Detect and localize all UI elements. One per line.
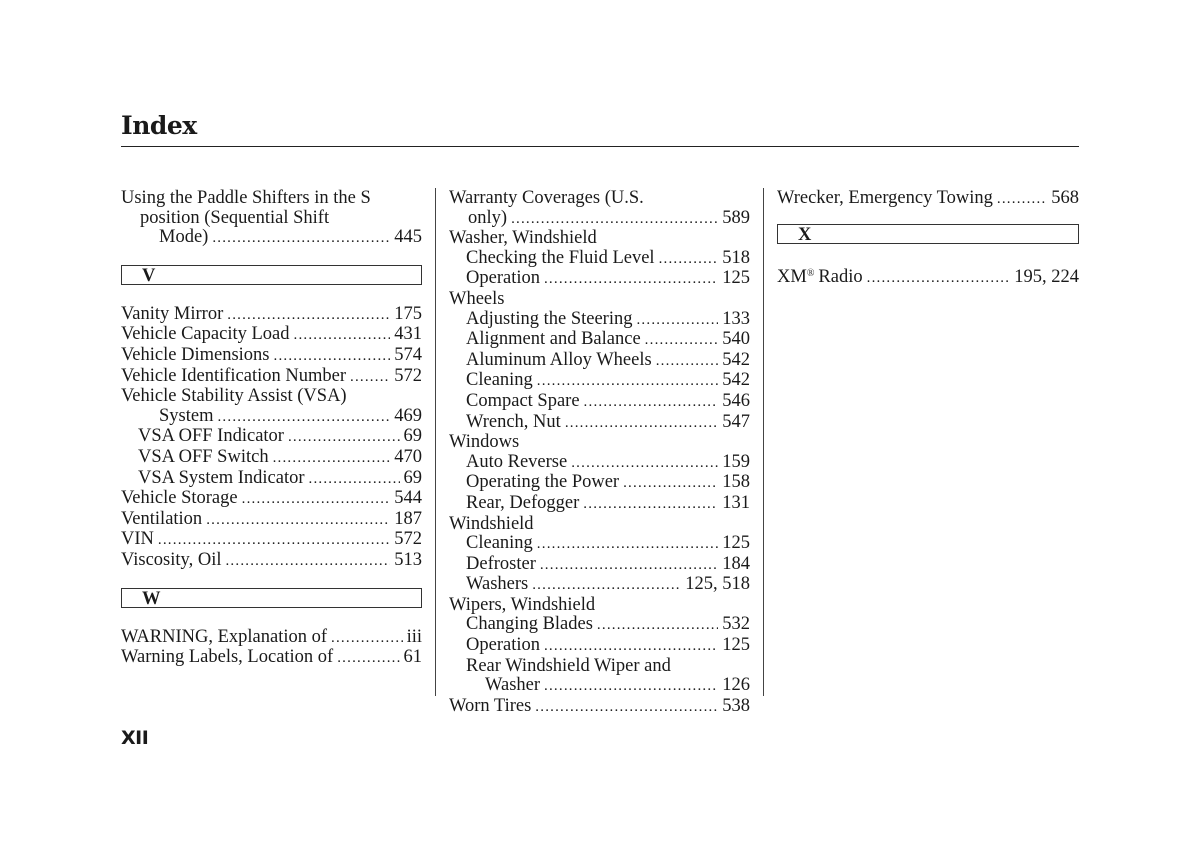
- index-subentry[interactable]: [449, 615, 750, 636]
- index-heading: Warranty Coverages (U.S.: [449, 188, 644, 208]
- entry-label: Compact Spare: [466, 390, 580, 411]
- entry-page: 518: [722, 247, 750, 268]
- index-heading: Windshield: [449, 513, 534, 534]
- entry-label: Operation: [466, 268, 540, 289]
- entry-page: 126: [722, 675, 750, 696]
- entry-label: Vanity Mirror: [121, 303, 224, 324]
- dot-leader: [288, 428, 400, 448]
- dot-leader: [337, 649, 399, 669]
- dot-leader: [309, 470, 400, 490]
- entry-label: Checking the Fluid Level: [466, 247, 655, 268]
- entry-page: 431: [394, 324, 422, 345]
- entry-page: 158: [722, 472, 750, 493]
- index-subentry[interactable]: [449, 371, 750, 392]
- entry-label: VSA System Indicator: [138, 467, 305, 488]
- index-entry[interactable]: [449, 209, 750, 230]
- dot-leader: [158, 531, 390, 551]
- dot-leader: [565, 414, 718, 434]
- entry-label: Vehicle Dimensions: [121, 344, 270, 365]
- index-entry[interactable]: [121, 325, 422, 346]
- dot-leader: [544, 270, 718, 290]
- entry-page: 175: [394, 303, 422, 324]
- entry-page: 470: [394, 446, 422, 467]
- entry-page: 546: [722, 390, 750, 411]
- index-entry[interactable]: [121, 228, 422, 249]
- entry-label: Auto Reverse: [466, 451, 568, 472]
- entry-label: Washer: [485, 675, 541, 696]
- dot-leader: [242, 490, 391, 510]
- entry-label: System: [159, 405, 214, 426]
- index-subentry[interactable]: [449, 575, 750, 596]
- entry-page: 187: [394, 508, 422, 529]
- index-entry[interactable]: [777, 189, 1079, 210]
- entry-page: 513: [394, 549, 422, 570]
- dot-leader: [273, 449, 391, 469]
- section-letter-w: W: [121, 588, 422, 608]
- index-heading: Wipers, Windshield: [449, 594, 596, 615]
- title-rule: [121, 146, 1079, 147]
- dot-leader: [571, 454, 718, 474]
- entry-page: 159: [722, 451, 750, 472]
- entry-page: 538: [722, 695, 750, 716]
- entry-label: Adjusting the Steering: [466, 308, 633, 329]
- index-subentry[interactable]: [449, 310, 750, 331]
- index-subentry[interactable]: [449, 453, 750, 474]
- index-subentry[interactable]: [449, 249, 750, 270]
- index-subentry[interactable]: [449, 330, 750, 351]
- index-subentry[interactable]: [121, 448, 422, 469]
- entry-page: 544: [394, 488, 422, 509]
- index-heading: Wheels: [449, 288, 505, 309]
- entry-page: 195, 224: [1014, 266, 1079, 287]
- entry-label: Alignment and Balance: [466, 329, 641, 350]
- entry-page: 61: [403, 647, 422, 668]
- entry-label: Vehicle Identification Number: [121, 365, 346, 386]
- index-entry[interactable]: [777, 264, 1079, 289]
- entry-label: Warning Labels, Location of: [121, 647, 334, 668]
- entry-page: 547: [722, 411, 750, 432]
- index-entry[interactable]: [121, 510, 422, 531]
- index-entry[interactable]: [449, 697, 750, 718]
- entry-page: 69: [403, 467, 422, 488]
- entry-page: 568: [1051, 188, 1079, 208]
- dot-leader: [544, 677, 718, 697]
- dot-leader: [997, 190, 1047, 210]
- entry-label: Vehicle Capacity Load: [121, 324, 290, 345]
- index-entry[interactable]: [121, 551, 422, 572]
- entry-page: 69: [403, 426, 422, 447]
- index-entry[interactable]: [121, 628, 422, 649]
- dot-leader: [532, 576, 681, 596]
- section-letter-x: X: [777, 224, 1079, 244]
- dot-leader: [537, 372, 718, 392]
- dot-leader: [511, 210, 718, 230]
- index-subentry[interactable]: [449, 392, 750, 413]
- xm-label: XM: [777, 266, 807, 287]
- index-heading: Washer, Windshield: [449, 228, 597, 249]
- entry-page: 572: [394, 529, 422, 550]
- dot-leader: [294, 326, 391, 346]
- index-heading-continued: position (Sequential Shift: [140, 207, 330, 228]
- page-title: Index: [121, 111, 197, 140]
- entry-page: iii: [406, 626, 422, 647]
- entry-label: Viscosity, Oil: [121, 549, 222, 570]
- dot-leader: [645, 331, 719, 351]
- index-entry[interactable]: [121, 407, 422, 428]
- entry-label: [777, 264, 863, 288]
- index-subentry[interactable]: [449, 269, 750, 290]
- index-entry[interactable]: [121, 648, 422, 669]
- entry-label: only): [468, 207, 508, 228]
- entry-page: 125: [722, 635, 750, 656]
- entry-page: 125, 518: [685, 574, 750, 595]
- index-column-2: [449, 189, 750, 717]
- entry-label: VSA OFF Switch: [138, 446, 269, 467]
- xm-radio-word: Radio: [818, 266, 863, 287]
- index-entry[interactable]: [121, 346, 422, 367]
- index-column-3: [777, 189, 1079, 288]
- entry-label: Operating the Power: [466, 472, 620, 493]
- entry-page: 125: [722, 268, 750, 289]
- index-subentry[interactable]: [121, 427, 422, 448]
- index-column-1: [121, 189, 422, 669]
- index-entry[interactable]: [121, 367, 422, 388]
- dot-leader: [659, 250, 719, 270]
- entry-label: Mode): [159, 227, 209, 248]
- dot-leader: [217, 408, 390, 428]
- index-subentry[interactable]: [449, 676, 750, 697]
- page-number-label: XII: [121, 727, 149, 749]
- registered-mark: ®: [806, 267, 815, 279]
- entry-page: 131: [722, 492, 750, 513]
- dot-leader: [331, 629, 403, 649]
- entry-label: Worn Tires: [449, 695, 532, 716]
- index-subentry[interactable]: [449, 351, 750, 372]
- entry-page: 532: [722, 614, 750, 635]
- entry-page: 133: [722, 308, 750, 329]
- dot-leader: [656, 352, 719, 372]
- index-subentry[interactable]: [449, 534, 750, 555]
- index-subentry[interactable]: [449, 555, 750, 576]
- entry-label: Aluminum Alloy Wheels: [466, 349, 652, 370]
- entry-page: 542: [722, 370, 750, 391]
- dot-leader: [225, 552, 390, 572]
- entry-label: VSA OFF Indicator: [138, 426, 284, 447]
- entry-label: Operation: [466, 635, 540, 656]
- entry-label: Rear, Defogger: [466, 492, 580, 513]
- entry-label: Wrecker, Emergency Towing: [777, 188, 993, 208]
- dot-leader: [623, 474, 718, 494]
- dot-leader: [206, 511, 390, 531]
- index-heading: Vehicle Stability Assist (VSA): [121, 386, 347, 407]
- column-divider-2: [763, 188, 764, 696]
- dot-leader: [583, 495, 718, 515]
- entry-label: Cleaning: [466, 370, 533, 391]
- dot-leader: [535, 698, 718, 718]
- index-subentry[interactable]: [449, 494, 750, 515]
- section-letter-v: V: [121, 265, 422, 285]
- entry-label: Washers: [466, 574, 529, 595]
- entry-label: VIN: [121, 529, 154, 550]
- entry-page: 184: [722, 553, 750, 574]
- entry-label: Cleaning: [466, 533, 533, 554]
- entry-label: Defroster: [466, 553, 536, 574]
- entry-label: WARNING, Explanation of: [121, 626, 328, 647]
- index-heading: Windows: [449, 432, 520, 453]
- dot-leader: [350, 368, 390, 388]
- index-subentry[interactable]: [449, 636, 750, 657]
- entry-page: 572: [394, 365, 422, 386]
- dot-leader: [867, 269, 1011, 289]
- entry-page: 445: [394, 227, 422, 248]
- entry-page: 542: [722, 349, 750, 370]
- entry-label: Changing Blades: [466, 614, 593, 635]
- entry-page: 540: [722, 329, 750, 350]
- entry-page: 125: [722, 533, 750, 554]
- entry-page: 469: [394, 405, 422, 426]
- dot-leader: [274, 347, 391, 367]
- dot-leader: [227, 306, 390, 326]
- index-entry[interactable]: [121, 489, 422, 510]
- index-entry[interactable]: [121, 305, 422, 326]
- index-subentry[interactable]: [449, 413, 750, 434]
- dot-leader: [537, 535, 718, 555]
- dot-leader: [540, 556, 718, 576]
- index-subheading: Rear Windshield Wiper and: [466, 655, 671, 676]
- entry-page: 589: [722, 207, 750, 228]
- entry-label: Vehicle Storage: [121, 488, 238, 509]
- dot-leader: [544, 637, 718, 657]
- column-divider-1: [435, 188, 436, 696]
- dot-leader: [212, 229, 390, 249]
- index-heading: Using the Paddle Shifters in the S: [121, 188, 371, 208]
- entry-label: Ventilation: [121, 508, 203, 529]
- dot-leader: [636, 311, 718, 331]
- entry-page: 574: [394, 344, 422, 365]
- dot-leader: [584, 393, 719, 413]
- index-subentry[interactable]: [121, 469, 422, 490]
- entry-label: Wrench, Nut: [466, 411, 561, 432]
- dot-leader: [597, 616, 718, 636]
- index-subentry[interactable]: [449, 473, 750, 494]
- index-entry[interactable]: [121, 530, 422, 551]
